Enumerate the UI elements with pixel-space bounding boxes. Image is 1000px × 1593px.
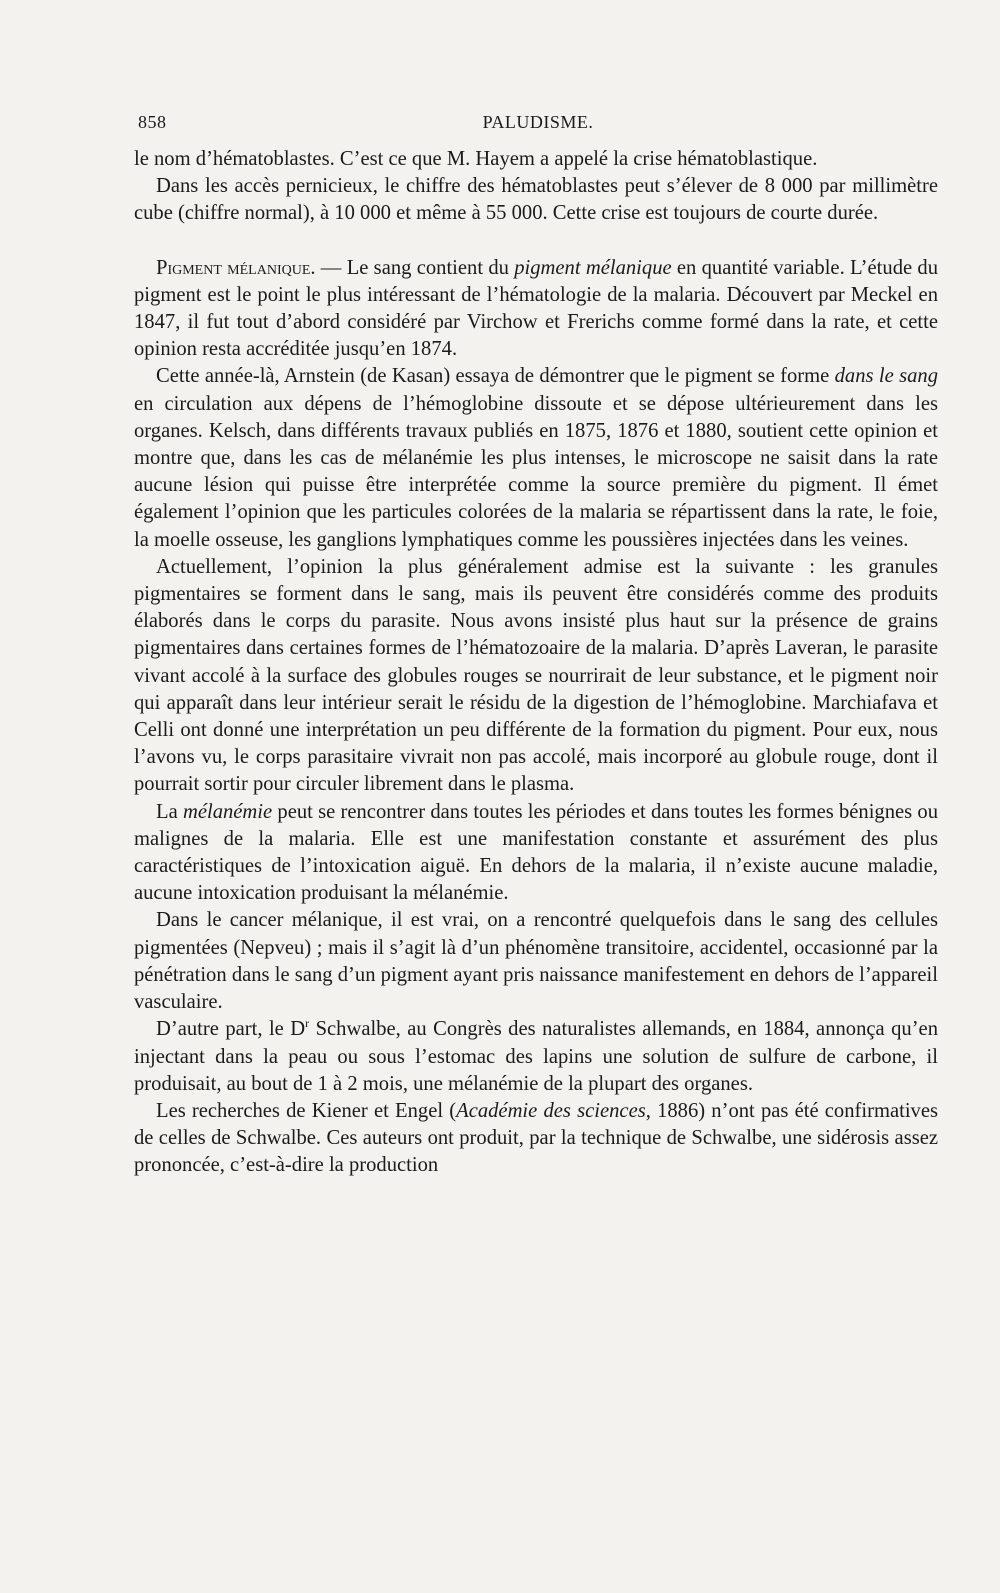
superscript: r (305, 1016, 310, 1031)
text-run: en circulation aux dépens de l’hémoglobine dissoute et se dépose ultérieurement dans les organes. Kelsch, dans différents travaux publiés en 1875, 1876 et 1880, soutient cette opinion et montre que, dans les cas de mélanémie les plus intenses, le microscope ne saisit dans la rate aucune lésion qui puisse être interprétée comme la source première du pigment. Il émet également l’opinion que les particules colorées de la malaria se répartissent dans la rate, le foie, la moelle osseuse, les ganglions lymphatiques comme les poussières injectées dans les veines. (134, 392, 938, 551)
paragraph-cancer-melanique: Dans le cancer mélanique, il est vrai, on a rencontré quelquefois dans le sang des cellules pigmentées (Nepveu) ; mais il s’agit là d’un phénomène transitoire, accidentel, occasionné par la pénétration dans le sang d’un pigment ayant pris naissance manifestement en dehors de l’appareil vasculaire. (134, 909, 938, 1014)
paragraph-arnstein (134, 363, 938, 553)
paragraph-melanemie (134, 799, 938, 908)
section-heading: Pigment mélanique. (156, 256, 316, 279)
page-header (138, 112, 938, 138)
text-run: , 1886) n’ont pas été confirmatives de celles de Schwalbe. Ces auteurs ont produit, par la technique de Schwalbe, une sidérosis assez prononcée, c’est-à-dire la production (134, 1099, 939, 1177)
paragraph-kiener-engel (134, 1098, 938, 1180)
italic-run: dans le sang (834, 365, 939, 388)
text-run: Le sang contient du (346, 256, 515, 279)
text-run: D’autre part, le D (156, 1018, 306, 1041)
text-run: Cette année-là, Arnstein (de Kasan) essaya de démontrer que le pigment se forme (156, 365, 835, 388)
text-run: La (156, 800, 183, 823)
text-run: en quantité variable. L’étude du pigment est le point le plus intéressant de l’hématologie de la malaria. Découvert par Meckel en 1847, il fut tout d’abord considéré par Virchow et Frerichs comme formé dans la rate, et cette opinion resta accréditée jusqu’en 1874. (134, 256, 939, 361)
paragraph-pernicious-access: Dans les accès pernicieux, le chiffre des hématoblastes peut s’élever de 8 000 par millimètre cube (chiffre normal), à 10 000 et même à 55 000. Cette crise est toujours de courte durée. (134, 175, 938, 225)
paragraph-actuellement: Actuellement, l’opinion la plus généralement admise est la suivante : les granules pigmentaires se forment dans le sang, mais ils peuvent être considérés comme des produits élaborés dans le corps du parasite. Nous avons insisté plus haut sur la présence de grains pigmentaires dans certaines formes de l’hématozoaire de la malaria. D’après Laveran, le parasite vivant accolé à la surface des globules rouges se nourrirait de leur substance, et le pigment noir qui apparaît dans leur intérieur serait le résidu de la digestion de l’hémoglobine. Marchiafava et Celli ont donné une interprétation un peu différente de la formation du pigment. Pour eux, nous l’avons vu, le corps parasitaire vivrait non pas accolé, mais incorporé au globule rouge, dont il pourrait sortir pour circuler librement dans le plasma. (134, 555, 938, 796)
page-number: 858 (138, 112, 167, 132)
text-run: Schwalbe, au Congrès des naturalistes allemands, en 1884, annonça qu’en injectant dans la peau ou sous l’estomac des lapins une solution de sulfure de carbone, il produisait, au bout de 1 à 2 mois, une mélanémie de la plupart des organes. (134, 1018, 938, 1095)
running-title: PALUDISME. (482, 112, 594, 132)
italic-run: Académie des sciences (456, 1099, 646, 1122)
body-text (134, 146, 938, 1180)
text-run: peut se rencontrer dans toutes les périodes et dans toutes les formes bénignes ou malignes de la malaria. Elle est une manifestation constante et assurément des plus caractéristiques de l’intoxication aiguë. En dehors de la malaria, il n’existe aucune maladie, aucune intoxication produisant la mélanémie. (134, 800, 938, 905)
text-run: Les recherches de Kiener et Engel ( (156, 1099, 457, 1122)
paragraph-continuation: le nom d’hématoblastes. C’est ce que M. Hayem a appelé la crise hématoblastique. (134, 148, 818, 170)
paragraph-schwalbe (134, 1016, 938, 1098)
italic-run: pigment mélanique (514, 256, 672, 279)
italic-run: mélanémie (182, 800, 273, 823)
paragraph-pigment-melanique (134, 255, 938, 364)
heading-dash: — (315, 256, 347, 279)
